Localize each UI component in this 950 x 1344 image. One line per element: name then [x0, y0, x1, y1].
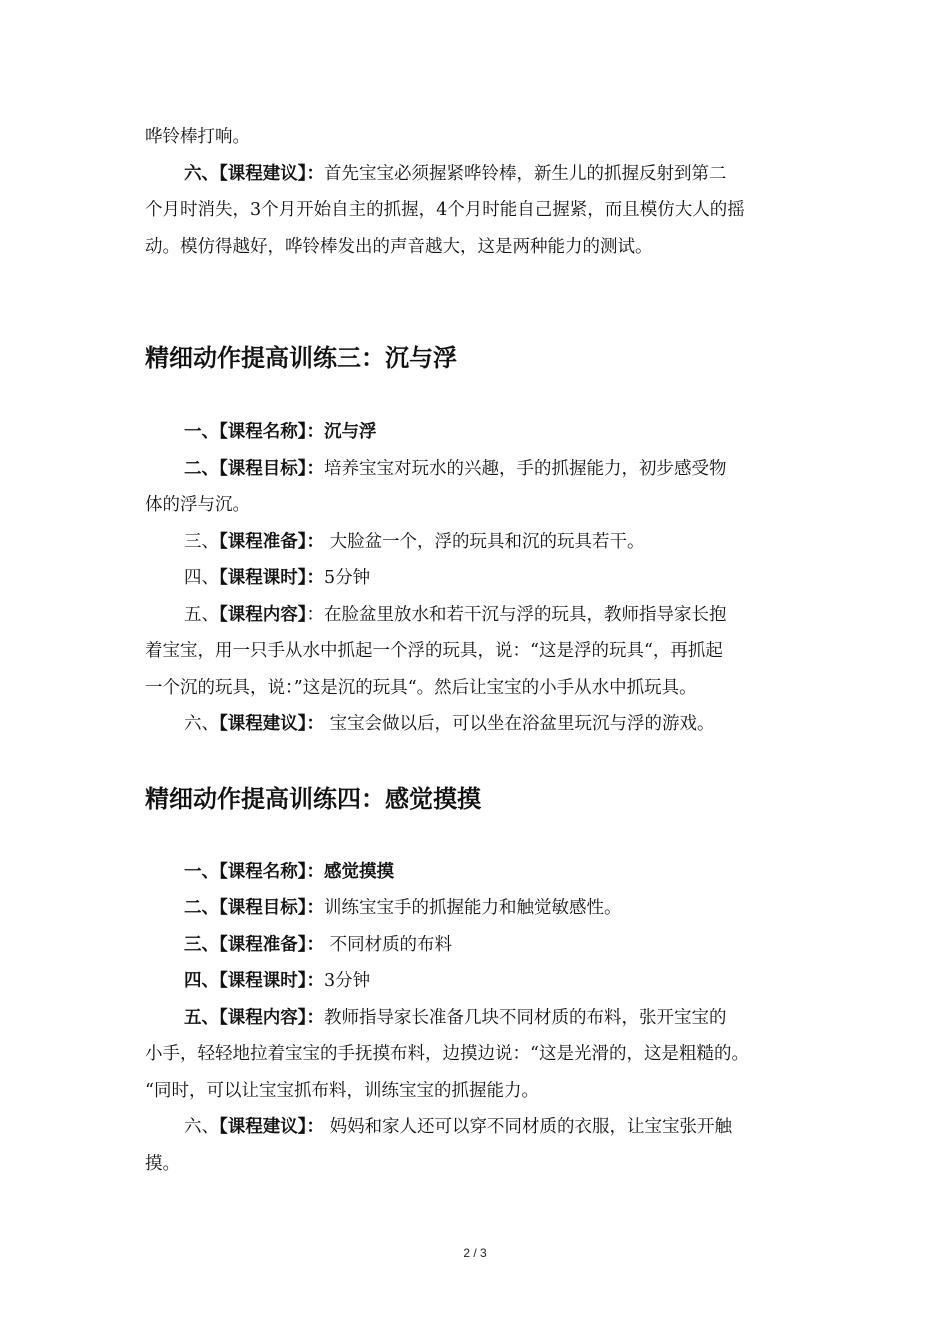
s3-course-content-line2: 着宝宝，用一只手从水中抓起一个浮的玩具，说：“这是浮的玩具“，再抓起	[145, 641, 723, 661]
s3-course-prep: 三、【课程准备】： 大脸盆一个，浮的玩具和沉的玩具若干。	[184, 532, 645, 552]
s4-course-suggestion-line2: 摸。	[145, 1154, 180, 1174]
continued-text: 哗铃棒打响。	[145, 127, 250, 147]
s4-course-prep: 三、【课程准备】： 不同材质的布料	[184, 935, 453, 955]
suggestion-label: 六、【课程建议】：	[184, 164, 324, 184]
s3-course-suggestion: 六、【课程建议】： 宝宝会做以后，可以坐在浴盆里玩沉与浮的游戏。	[184, 714, 715, 734]
s3-course-duration: 四、【课程课时】：5分钟	[184, 568, 371, 588]
s4-course-goal: 二、【课程目标】：训练宝宝手的抓握能力和触觉敏感性。	[184, 898, 622, 918]
prev-section-suggestion-line3: 动。模仿得越好，哗铃棒发出的声音越大，这是两种能力的测试。	[145, 237, 653, 257]
s4-course-name: 一、【课程名称】：感觉摸摸	[184, 862, 394, 882]
s3-course-name: 一、【课程名称】：沉与浮	[184, 422, 377, 442]
prev-section-suggestion: 六、【课程建议】：首先宝宝必须握紧哗铃棒，新生儿的抓握反射到第二	[184, 164, 727, 184]
s4-course-content-line2: 小手，轻轻地拉着宝宝的手抚摸布料，边摸边说：“这是光滑的，这是粗糙的。	[145, 1044, 749, 1064]
s4-course-suggestion: 六、【课程建议】： 妈妈和家人还可以穿不同材质的衣服，让宝宝张开触	[184, 1117, 733, 1137]
s4-course-content: 五、【课程内容】：教师指导家长准备几块不同材质的布料，张开宝宝的	[184, 1008, 727, 1028]
prev-section-suggestion-line2: 个月时消失，3个月开始自主的抓握，4个月时能自己握紧，而且模仿大人的摇	[145, 200, 745, 220]
s4-course-duration: 四、【课程课时】：3分钟	[184, 971, 371, 991]
s3-course-content-line3: 一个沉的玩具，说：”这是沉的玩具“。然后让宝宝的小手从水中抓玩具。	[145, 678, 697, 698]
s3-course-goal-line2: 体的浮与沉。	[145, 495, 250, 515]
section4-heading: 精细动作提高训练四：感觉摸摸	[145, 784, 481, 813]
s3-course-goal: 二、【课程目标】：培养宝宝对玩水的兴趣，手的抓握能力，初步感受物	[184, 459, 727, 479]
s3-course-content: 五、【课程内容】：在脸盆里放水和若干沉与浮的玩具，教师指导家长抱	[184, 605, 727, 625]
s4-course-content-line3: “同时，可以让宝宝抓布料，训练宝宝的抓握能力。	[145, 1081, 539, 1101]
page-number: 2 / 3	[463, 1246, 487, 1260]
section3-heading: 精细动作提高训练三：沉与浮	[145, 343, 457, 372]
